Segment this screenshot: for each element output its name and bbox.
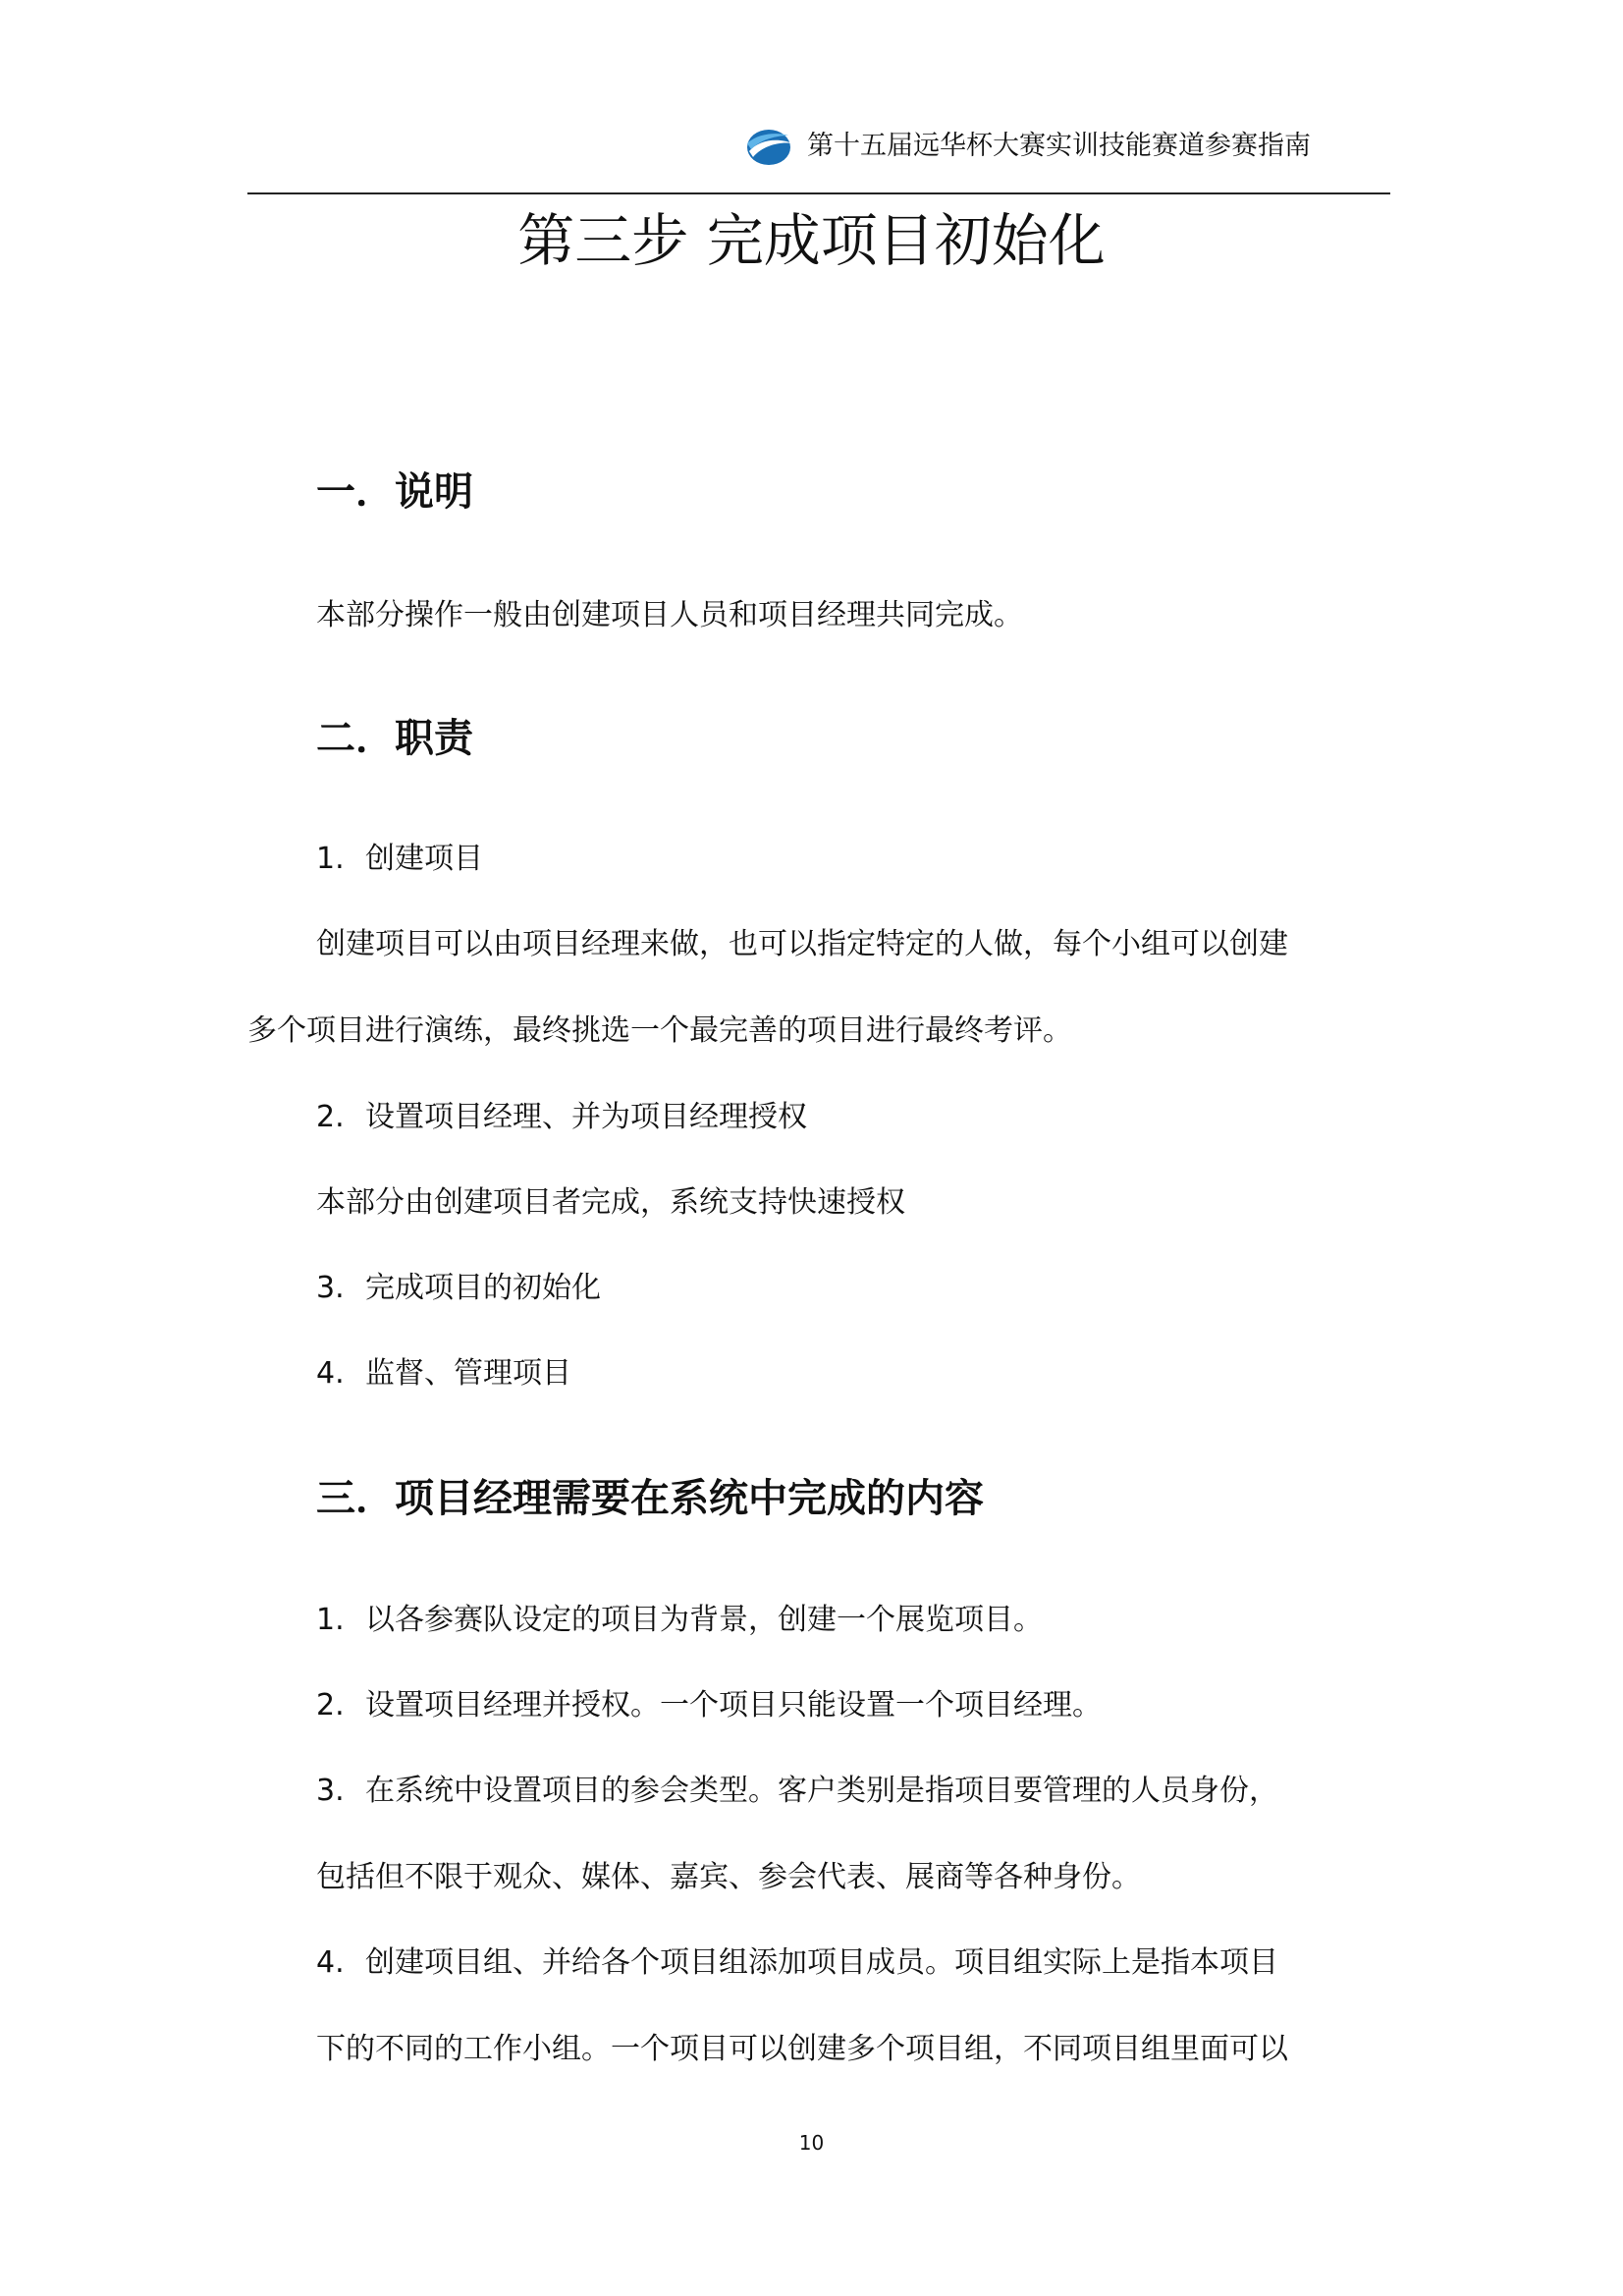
list-number: 3. [316, 1271, 345, 1305]
list-item-continuation: 下的不同的工作小组。一个项目可以创建多个项目组，不同项目组里面可以 [316, 2032, 1288, 2066]
header-title: 第十五届远华杯大赛实训技能赛道参赛指南 [807, 131, 1311, 161]
list-item [316, 1770, 1278, 1813]
list-text: 设置项目经理、并为项目经理授权 [365, 1100, 807, 1134]
list-number: 4. [316, 1945, 345, 1980]
list-text: 完成项目的初始化 [365, 1271, 601, 1305]
list-item [316, 1352, 571, 1395]
list-item [316, 1267, 601, 1310]
list-number: 1. [316, 842, 345, 876]
list-text: 创建项目 [365, 842, 483, 876]
section-heading-2: 二．职责 [316, 716, 473, 761]
header-divider [247, 192, 1390, 194]
list-number: 3. [316, 1774, 345, 1808]
list-number: 1. [316, 1603, 345, 1637]
paragraph: 本部分由创建项目者完成，系统支持快速授权 [316, 1185, 905, 1220]
section-heading-1: 一．说明 [316, 469, 473, 515]
list-item [316, 1941, 1278, 1985]
list-number: 2. [316, 1100, 345, 1134]
list-number: 2. [316, 1688, 345, 1722]
paragraph-continuation: 多个项目进行演练，最终挑选一个最完善的项目进行最终考评。 [247, 1013, 1072, 1048]
list-item [316, 1096, 807, 1139]
list-text: 设置项目经理并授权。一个项目只能设置一个项目经理。 [365, 1688, 1102, 1722]
section-1-body: 本部分操作一般由创建项目人员和项目经理共同完成。 [316, 598, 1023, 632]
list-item-continuation: 包括但不限于观众、媒体、嘉宾、参会代表、展商等各种身份。 [316, 1860, 1141, 1894]
list-text: 在系统中设置项目的参会类型。客户类别是指项目要管理的人员身份， [365, 1774, 1278, 1808]
page-title: 第三步 完成项目初始化 [517, 207, 1106, 274]
page-number: 10 [798, 2131, 825, 2155]
list-text: 以各参赛队设定的项目为背景，创建一个展览项目。 [365, 1603, 1043, 1637]
list-text: 监督、管理项目 [365, 1356, 571, 1391]
swoosh-globe-logo-icon [743, 126, 794, 167]
list-number: 4. [316, 1356, 345, 1391]
paragraph: 创建项目可以由项目经理来做，也可以指定特定的人做，每个小组可以创建 [316, 927, 1288, 961]
list-text: 创建项目组、并给各个项目组添加项目成员。项目组实际上是指本项目 [365, 1945, 1278, 1980]
list-item [316, 1599, 1043, 1642]
list-item [316, 1684, 1102, 1727]
section-heading-3: 三．项目经理需要在系统中完成的内容 [316, 1476, 984, 1521]
list-item [316, 838, 483, 881]
